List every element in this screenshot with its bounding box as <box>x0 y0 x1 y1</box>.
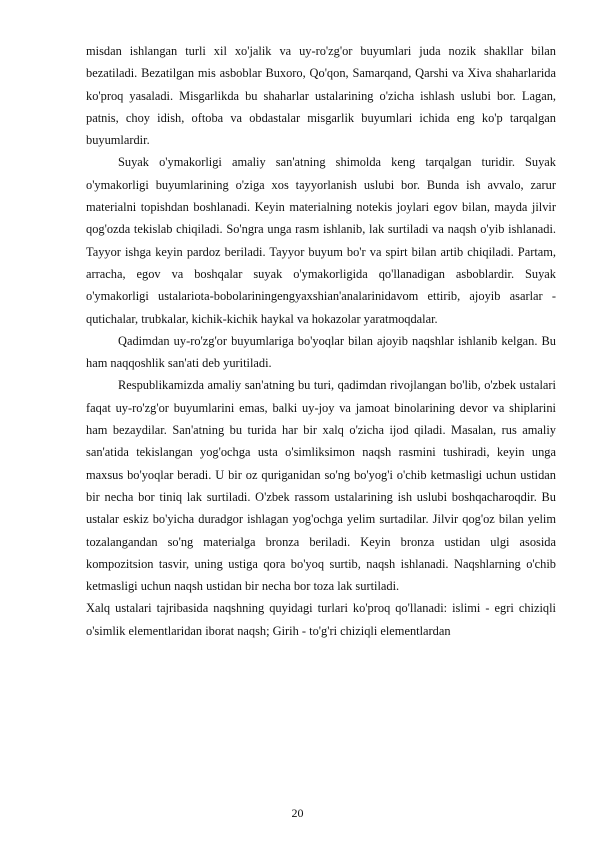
paragraph-naqsh-turlari: Xalq ustalari tajribasida naqshning quyidagi turlari ko'proq qo'llanadi: islimi - egri chiziqli o'simlik elementlaridan iborat naqsh; Girih - to'g'ri chiziqli elementlardan <box>86 601 556 638</box>
document-page <box>86 40 556 642</box>
paragraph-respublikamizda: Respublikamizda amaliy san'atning bu turi, qadimdan rivojlangan bo'lib, o'zbek ustalari faqat uy-ro'zg'or buyumlarini emas, balki uy-joy va jamoat binolarining devor va shiplarini ham bezaydilar. San'atning bu turida har bir xalq o'zicha ijod qiladi. Masalan, rus amaliy san'atida tekislangan yog'ochga usta o'simliksimon naqsh rasmini tushiradi, keyin unga maxsus bo'yoqlar beradi. U bir oz quriganidan so'ng bo'yog'i o'chib ketmasligi uchun ustidan bir necha bor tiniq lak surtiladi. O'zbek rassom ustalarining ish uslubi boshqacharoqdir. Bu ustalar eskiz bo'yicha duradgor ishlagan yog'ochga yelim surtadilar. Jilvir qog'oz bilan yelim tozalangandan so'ng materialga bronza beriladi. Keyin bronza ustidan ulgi asosida kompozitsion tasvir, uning ustiga qora bo'yoq surtib, naqsh ishlanadi. Naqshlarning o'chib ketmasligi uchun naqsh ustidan bir necha bor toza lak surtiladi. <box>86 378 556 594</box>
paragraph-naqqoshlik: Qadimdan uy-ro'zg'or buyumlariga bo'yoqlar bilan ajoyib naqshlar ishlanib kelgan. Bu ham naqqoshlik san'ati deb yuritiladi. <box>86 333 556 371</box>
page-number: 20 <box>291 806 304 820</box>
paragraph-misgarlik: misdan ishlangan turli xil xo'jalik va uy-ro'zg'or buyumlari juda nozik shakllar bilan bezatiladi. Bezatilgan mis asboblar Buxoro, Qo'qon, Samarqand, Qarshi va Xiva shaharlarida ko'proq yasaladi. Misgarlikda bu shaharlar ustalarining o'zicha ishlash uslubi bor. Lagan, patnis, choy idish, oftoba va obdastalar misgarlik buyumlari ichida eng ko'p tarqalgan buyumlardir. <box>86 44 556 148</box>
paragraph-suyak-oymakorligi: Suyak o'ymakorligi amaliy san'atning shimolda keng tarqalgan turidir. Suyak o'ymakorligi buyumlarining o'ziga xos tayyorlanish uslubi bor. Bunda ish avvalo, zarur materialni topishdan boshlanadi. Keyin materialning notekis joylari egov bilan, mayda jilvir qog'ozda tekislab chiqiladi. So'ngra unga rasm ishlanib, lak surtiladi va naqsh o'yib ishlanadi. Tayyor ishga keyin pardoz beriladi. Tayyor buyum bo'r va spirt bilan artib chiqiladi. Partam, arracha, egov va boshqalar suyak o'ymakorligida qo'llanadigan asboblardir. Suyak o'ymakorligi ustalariota-bobolariningengyaxshian'analarinidavom ettirib, ajoyib asarlar - qutichalar, trubkalar, kichik-kichik haykal va hokazolar yaratmoqdalar. <box>86 155 556 326</box>
